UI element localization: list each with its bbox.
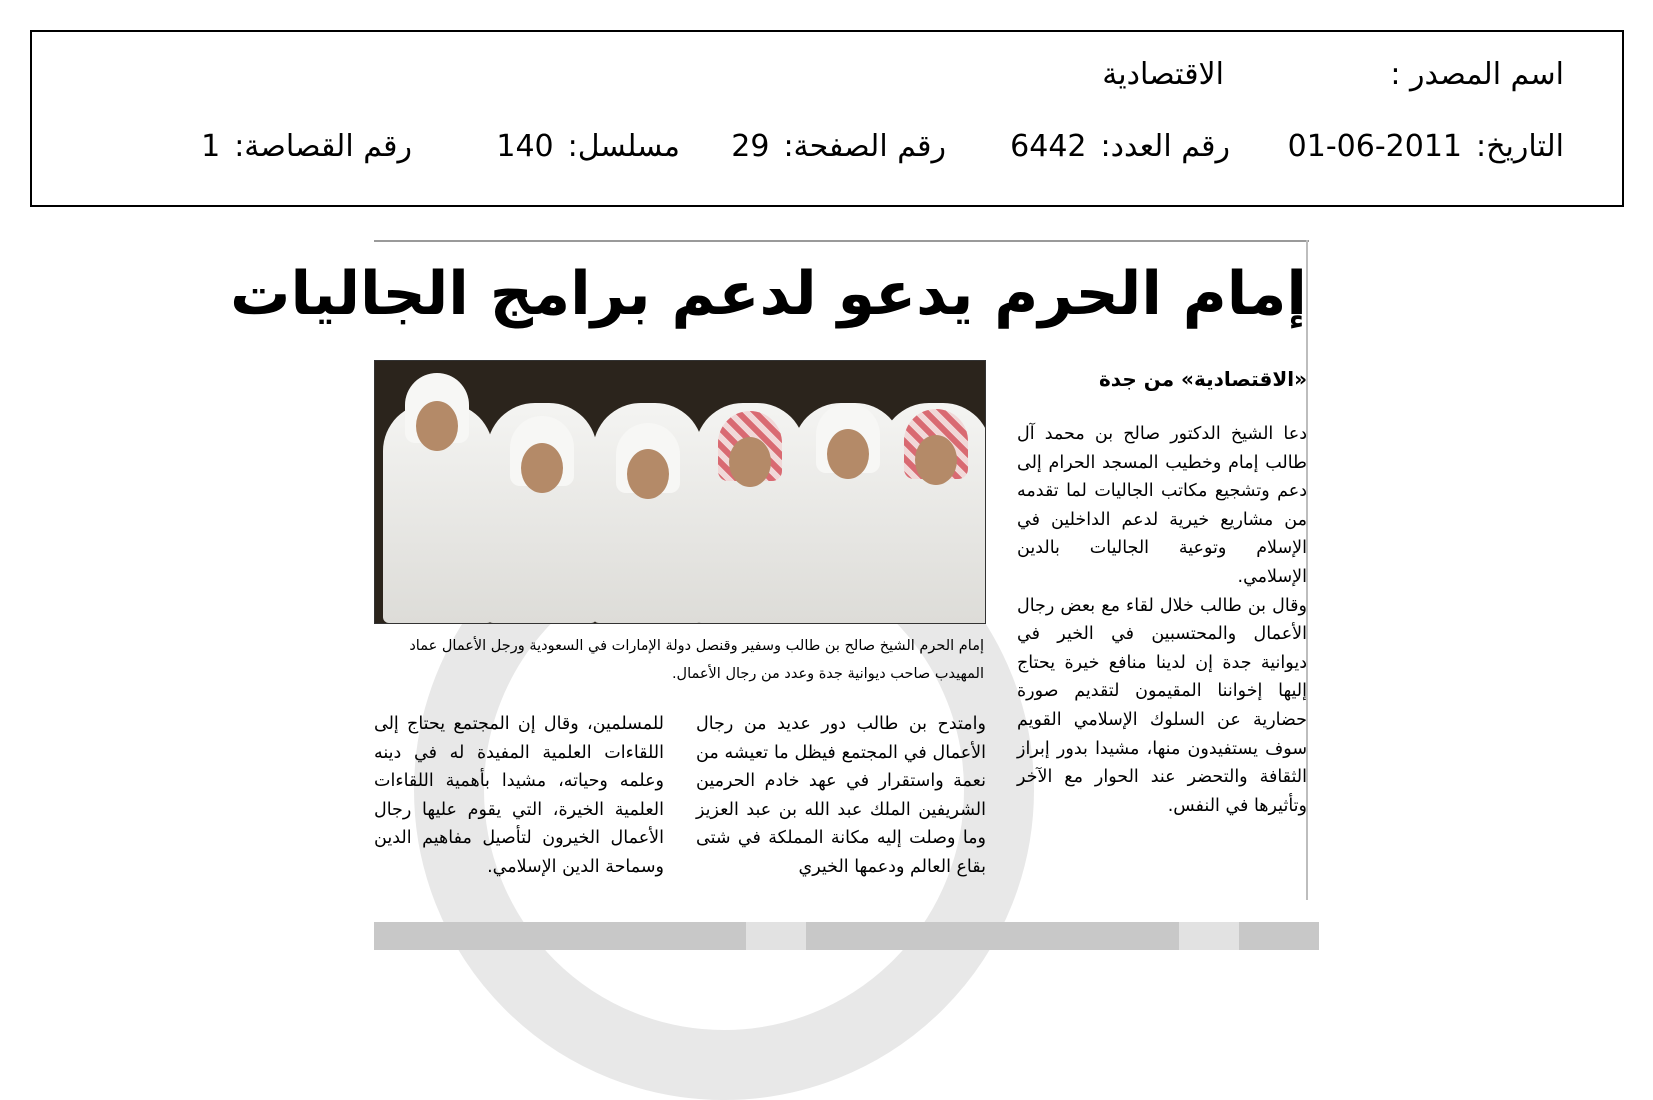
newspaper-clipping [230, 240, 1319, 1000]
clip-field [201, 129, 412, 164]
top-rule [374, 240, 1309, 242]
issue-label: رقم العدد: [1100, 129, 1230, 164]
date-field [1287, 129, 1564, 164]
source-value: الاقتصادية [1102, 57, 1224, 92]
article-column-right [1017, 420, 1307, 820]
clip-value: 1 [201, 129, 221, 164]
person-face [521, 443, 563, 493]
paragraph: دعا الشيخ الدكتور صالح بن محمد آل طالب إمام وخطيب المسجد الحرام إلى دعم وتشجيع مكاتب الجاليات لما تقدمه من مشاريع خيرية لدعم الداخلين في الإسلام وتوعية الجاليات بالدين الإسلامي. [1017, 424, 1307, 587]
footer-bar [374, 922, 1319, 950]
person-face [416, 401, 458, 451]
date-value: 2011-06-01 [1287, 129, 1463, 164]
article-column-middle [696, 710, 986, 882]
source-label: اسم المصدر : [1390, 57, 1564, 92]
person-face [827, 429, 869, 479]
paragraph: للمسلمين، وقال إن المجتمع يحتاج إلى اللقاءات العلمية المفيدة له في دينه وعلمه وحياته، مشيدا بأهمية اللقاءات العلمية الخيرة، التي يقوم عليها رجال الأعمال الخيرون لتأصيل مفاهيم الدين وسماحة الدين الإسلامي. [374, 714, 664, 877]
footer-bar-segment [1179, 922, 1239, 950]
footer-bar-segment [746, 922, 806, 950]
serial-field [496, 129, 680, 164]
photo-caption: إمام الحرم الشيخ صالح بن طالب وسفير وقنصل دولة الإمارات في السعودية ورجل الأعمال عماد المهيدب صاحب ديوانية جدة وعدد من رجال الأعمال. [409, 638, 984, 682]
article-photo [374, 360, 986, 624]
person-face [915, 435, 957, 485]
page-label: رقم الصفحة: [783, 129, 946, 164]
page-field [731, 129, 946, 164]
paragraph: وامتدح بن طالب دور عديد من رجال الأعمال في المجتمع فيظل ما تعيشه من نعمة واستقرار في عهد خادم الحرمين الشريفين الملك عبد الله بن عبد العزيز وما وصلت إليه مكانة المملكة في شتى بقاع العالم ودعمها الخيري [696, 714, 986, 877]
byline: «الاقتصادية» من جدة [1098, 367, 1307, 391]
article-column-left [374, 710, 664, 882]
paragraph: وقال بن طالب خلال لقاء مع بعض رجال الأعمال والمحتسبين في الخير في ديوانية جدة إن لدينا منافع خيرة يحتاج إليها إخواننا المقيمون لتقديم صورة حضارية عن السلوك الإسلامي القويم سوف يستفيدون منها، مشيدا بدور إبراز الثقافة والتحضر عند الحوار مع الآخر وتأثيرها في النفس. [1017, 595, 1307, 816]
headline: إمام الحرم يدعو لدعم برامج الجاليات [230, 259, 1307, 329]
page-value: 29 [731, 129, 770, 164]
person-face [627, 449, 669, 499]
date-label: التاريخ: [1476, 129, 1564, 164]
issue-field [1010, 129, 1230, 164]
person-face [729, 437, 771, 487]
serial-label: مسلسل: [567, 129, 680, 164]
issue-value: 6442 [1010, 129, 1087, 164]
metadata-box [30, 30, 1624, 207]
clip-label: رقم القصاصة: [234, 129, 412, 164]
serial-value: 140 [496, 129, 554, 164]
